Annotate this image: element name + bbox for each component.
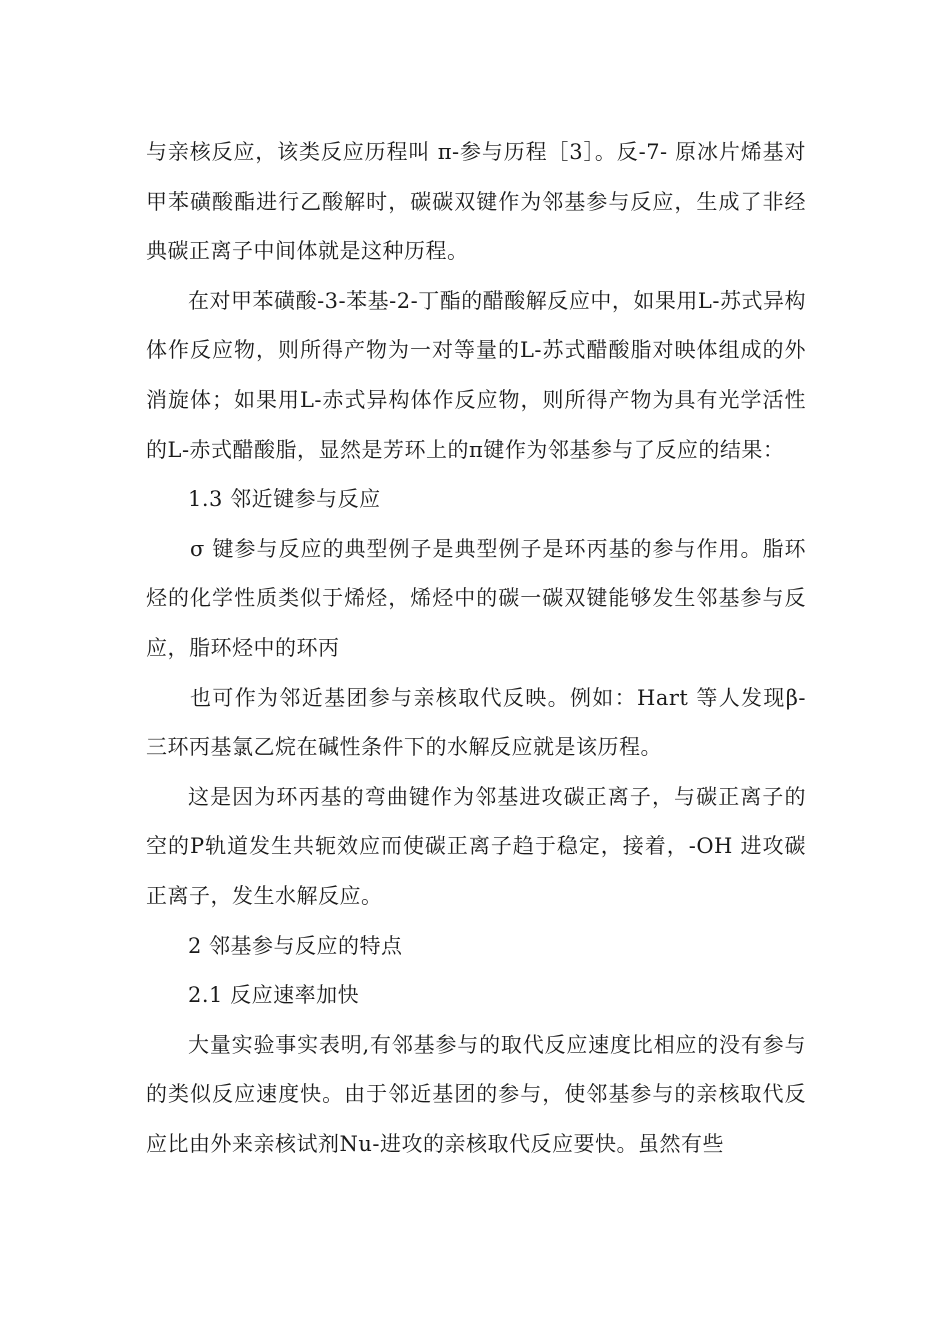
paragraph-acetolysis: 在对甲苯磺酸-3-苯基-2-丁酯的醋酸解反应中，如果用L-苏式异构体作反应物，则所得产物为一对等量的L-苏式醋酸脂对映体组成的外消旋体；如果用L-赤式异构体作反应物，则所得产物为具有光学活性的L-赤式醋酸脂，显然是芳环上的π键作为邻基参与了反应的结果： — [146, 288, 806, 462]
document-body — [146, 128, 806, 1169]
paragraph-cyclopropyl-explanation: 这是因为环丙基的弯曲键作为邻基进攻碳正离子，与碳正离子的空的P轨道发生共轭效应而使碳正离子趋于稳定，接着，-OH 进攻碳正离子，发生水解反应。 — [146, 784, 806, 908]
paragraph-hart-example: 也可作为邻近基团参与亲核取代反映。例如：Hart 等人发现β-三环丙基氯乙烷在碱性条件下的水解反应就是该历程。 — [146, 685, 806, 760]
section-heading-2-1: 2.1 反应速率加快 — [188, 983, 360, 1008]
section-heading-1-3: 1.3 邻近键参与反应 — [188, 487, 381, 512]
paragraph-pi-participation: 与亲核反应，该类反应历程叫 π-参与历程［3］。反-7- 原冰片烯基对甲苯磺酸酯进行乙酸解时，碳碳双键作为邻基参与反应，生成了非经典碳正离子中间体就是这种历程。 — [146, 140, 806, 264]
section-heading-2: 2 邻基参与反应的特点 — [188, 933, 403, 958]
paragraph-rate-acceleration: 大量实验事实表明,有邻基参与的取代反应速度比相应的没有参与的类似反应速度快。由于邻近基团的参与，使邻基参与的亲核取代反应比由外来亲核试剂Nu-进攻的亲核取代反应要快。虽然有些 — [146, 1032, 806, 1156]
paragraph-sigma-participation: σ 键参与反应的典型例子是典型例子是环丙基的参与作用。脂环烃的化学性质类似于烯烃，烯烃中的碳一碳双键能够发生邻基参与反应，脂环烃中的环丙 — [146, 536, 806, 660]
